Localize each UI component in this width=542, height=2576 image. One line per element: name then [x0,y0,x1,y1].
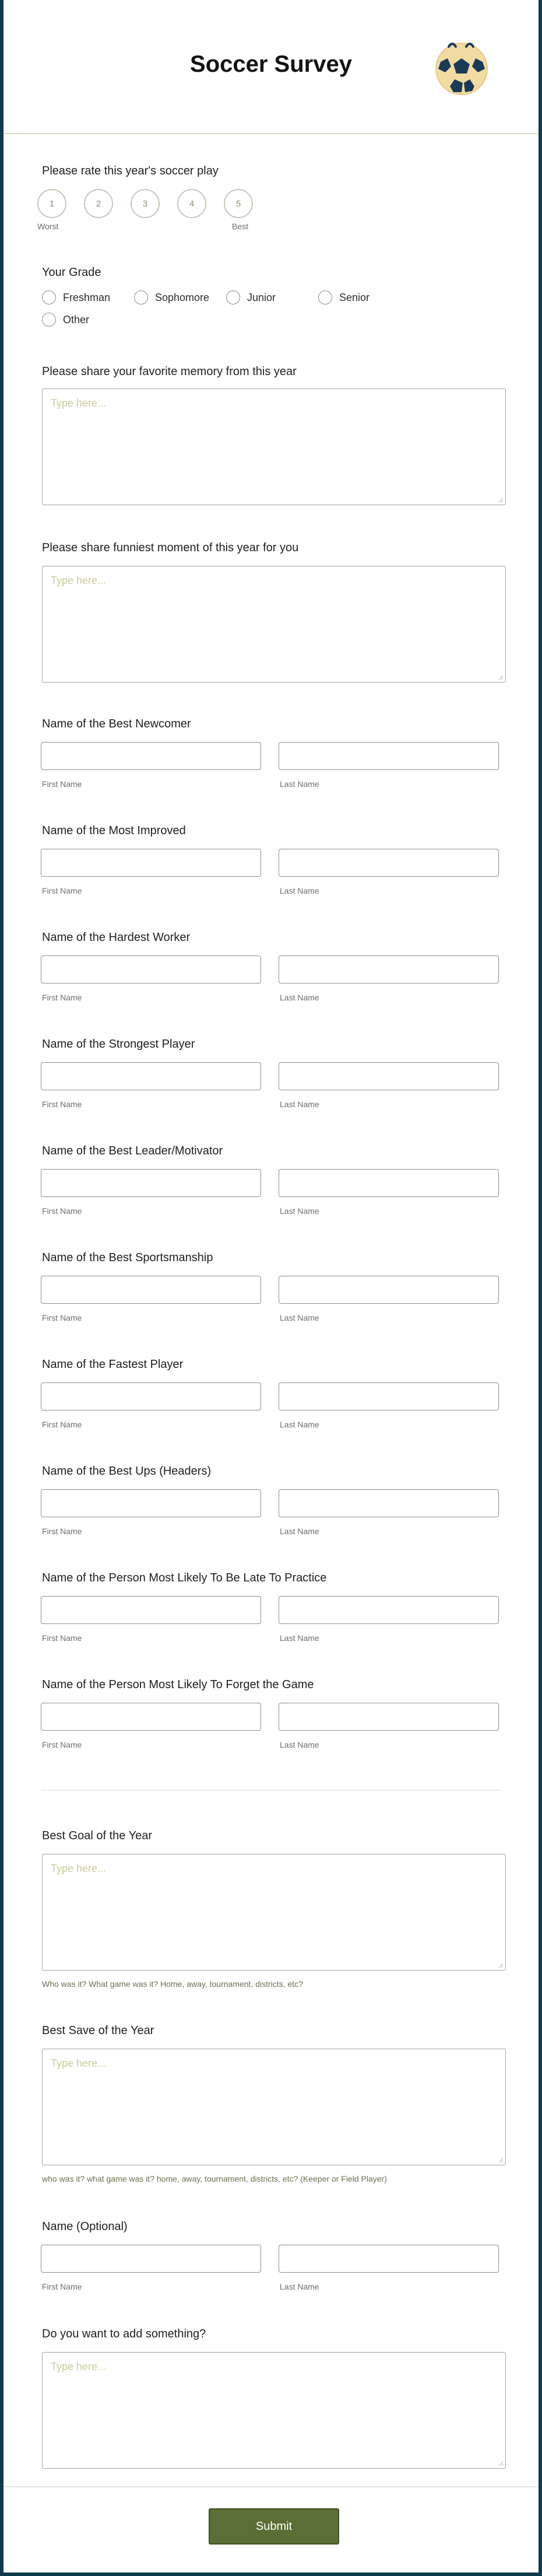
first-name-input[interactable] [41,1062,261,1090]
grade-label-sophomore: Sophomore [155,292,210,303]
grade-label-other: Other [63,314,90,326]
best-goal-textarea[interactable] [42,1854,506,1971]
last-name-sublabel: Last Name [280,993,319,1002]
memory-textarea[interactable] [42,388,506,505]
first-name-input[interactable] [41,1489,261,1517]
last-name-sublabel: Last Name [280,1206,319,1216]
grade-label-junior: Junior [247,292,276,303]
rating-option-1[interactable]: 1 [37,189,66,218]
first-name-input[interactable] [41,1596,261,1624]
first-name-sublabel: First Name [42,1313,82,1322]
first-name-sublabel: First Name [42,1206,82,1216]
best-save-textarea[interactable] [42,2049,506,2165]
optional-last-name-input[interactable] [279,2245,499,2273]
first-name-input[interactable] [41,1276,261,1304]
soccer-ball-logo-icon [431,36,492,97]
last-name-input[interactable] [279,1062,499,1090]
last-name-input[interactable] [279,1276,499,1304]
grade-label-freshman: Freshman [63,292,111,303]
first-name-sublabel: First Name [42,1420,82,1429]
rating-min-caption: Worst [37,222,59,231]
last-name-sublabel: Last Name [280,1420,319,1429]
first-name-sublabel: First Name [42,1100,82,1109]
grade-radio-other[interactable] [42,313,56,327]
last-name-input[interactable] [279,956,499,984]
resize-grip-icon[interactable] [498,674,504,680]
section-divider [42,1790,501,1791]
last-name-sublabel: Last Name [280,1633,319,1643]
best-goal-placeholder: Type here... [51,1863,107,1874]
last-name-input[interactable] [279,1382,499,1410]
rating-option-3[interactable]: 3 [131,189,160,218]
first-name-sublabel: First Name [42,1527,82,1536]
rating-question-label: Please rate this year's soccer play [42,164,219,177]
add-something-label: Do you want to add something? [42,2328,206,2340]
memory-question-label: Please share your favorite memory from this year [42,365,297,378]
award-label: Name of the Hardest Worker [42,931,191,944]
rating-option-5[interactable]: 5 [224,189,253,218]
last-name-sublabel: Last Name [280,1100,319,1109]
last-name-input[interactable] [279,1489,499,1517]
first-name-sublabel: First Name [42,993,82,1002]
grade-radio-freshman[interactable] [42,290,56,304]
first-name-input[interactable] [41,1382,261,1410]
last-name-input[interactable] [279,1169,499,1197]
resize-grip-icon[interactable] [498,497,504,503]
grade-radio-junior[interactable] [226,290,240,304]
first-name-input[interactable] [41,849,261,877]
last-name-input[interactable] [279,1703,499,1731]
award-label: Name of the Best Sportsmanship [42,1251,213,1264]
award-label: Name of the Person Most Likely To Forget the Game [42,1678,314,1691]
resize-grip-icon[interactable] [498,1962,504,1968]
page-title: Soccer Survey [190,51,352,77]
first-name-sublabel: First Name [42,886,82,895]
first-name-input[interactable] [41,956,261,984]
best-save-placeholder: Type here... [51,2057,107,2069]
rating-max-caption: Best [232,222,249,231]
best-save-label: Best Save of the Year [42,2024,154,2037]
last-name-sublabel: Last Name [280,1740,319,1749]
best-save-hint: who was it? what game was it? home, away, tournament, districts, etc? (Keeper or Field Player) [42,2174,387,2183]
last-name-sublabel: Last Name [280,779,319,789]
first-name-input[interactable] [41,1169,261,1197]
optional-first-name-input[interactable] [41,2245,261,2273]
funniest-question-label: Please share funniest moment of this year for you [42,541,299,554]
grade-label-senior: Senior [339,292,370,303]
grade-radio-senior[interactable] [318,290,332,304]
grade-radio-sophomore[interactable] [134,290,148,304]
last-name-sublabel: Last Name [280,1313,319,1322]
first-name-sublabel: First Name [42,1633,82,1643]
funniest-textarea[interactable] [42,566,506,682]
award-label: Name of the Best Leader/Motivator [42,1144,223,1157]
form-header [3,0,539,134]
award-label: Name of the Fastest Player [42,1358,184,1371]
award-label: Name of the Most Improved [42,824,186,837]
resize-grip-icon[interactable] [498,2157,504,2163]
submit-button[interactable]: Submit [209,2508,339,2544]
award-label: Name of the Best Ups (Headers) [42,1465,212,1478]
first-name-sublabel: First Name [42,779,82,789]
rating-option-4[interactable]: 4 [177,189,206,218]
add-something-placeholder: Type here... [51,2361,107,2372]
last-name-input[interactable] [279,1596,499,1624]
best-goal-label: Best Goal of the Year [42,1829,153,1842]
last-name-sublabel: Last Name [280,886,319,895]
award-label: Name of the Strongest Player [42,1038,195,1051]
first-name-sublabel: First Name [42,2282,82,2291]
rating-option-2[interactable]: 2 [84,189,113,218]
grade-question-label: Your Grade [42,266,101,279]
award-label: Name of the Best Newcomer [42,718,191,730]
add-something-textarea[interactable] [42,2352,506,2469]
first-name-input[interactable] [41,742,261,770]
first-name-input[interactable] [41,1703,261,1731]
first-name-sublabel: First Name [42,1740,82,1749]
footer-divider [3,2486,539,2487]
memory-placeholder: Type here... [51,397,107,409]
last-name-input[interactable] [279,849,499,877]
last-name-sublabel: Last Name [280,1527,319,1536]
best-goal-hint: Who was it? What game was it? Home, away, tournament, districts, etc? [42,1979,303,1989]
last-name-sublabel: Last Name [280,2282,319,2291]
name-optional-label: Name (Optional) [42,2220,128,2233]
award-label: Name of the Person Most Likely To Be Late To Practice [42,1572,327,1584]
form-frame [3,0,539,2572]
funniest-placeholder: Type here... [51,575,107,586]
resize-grip-icon[interactable] [498,2460,504,2466]
last-name-input[interactable] [279,742,499,770]
